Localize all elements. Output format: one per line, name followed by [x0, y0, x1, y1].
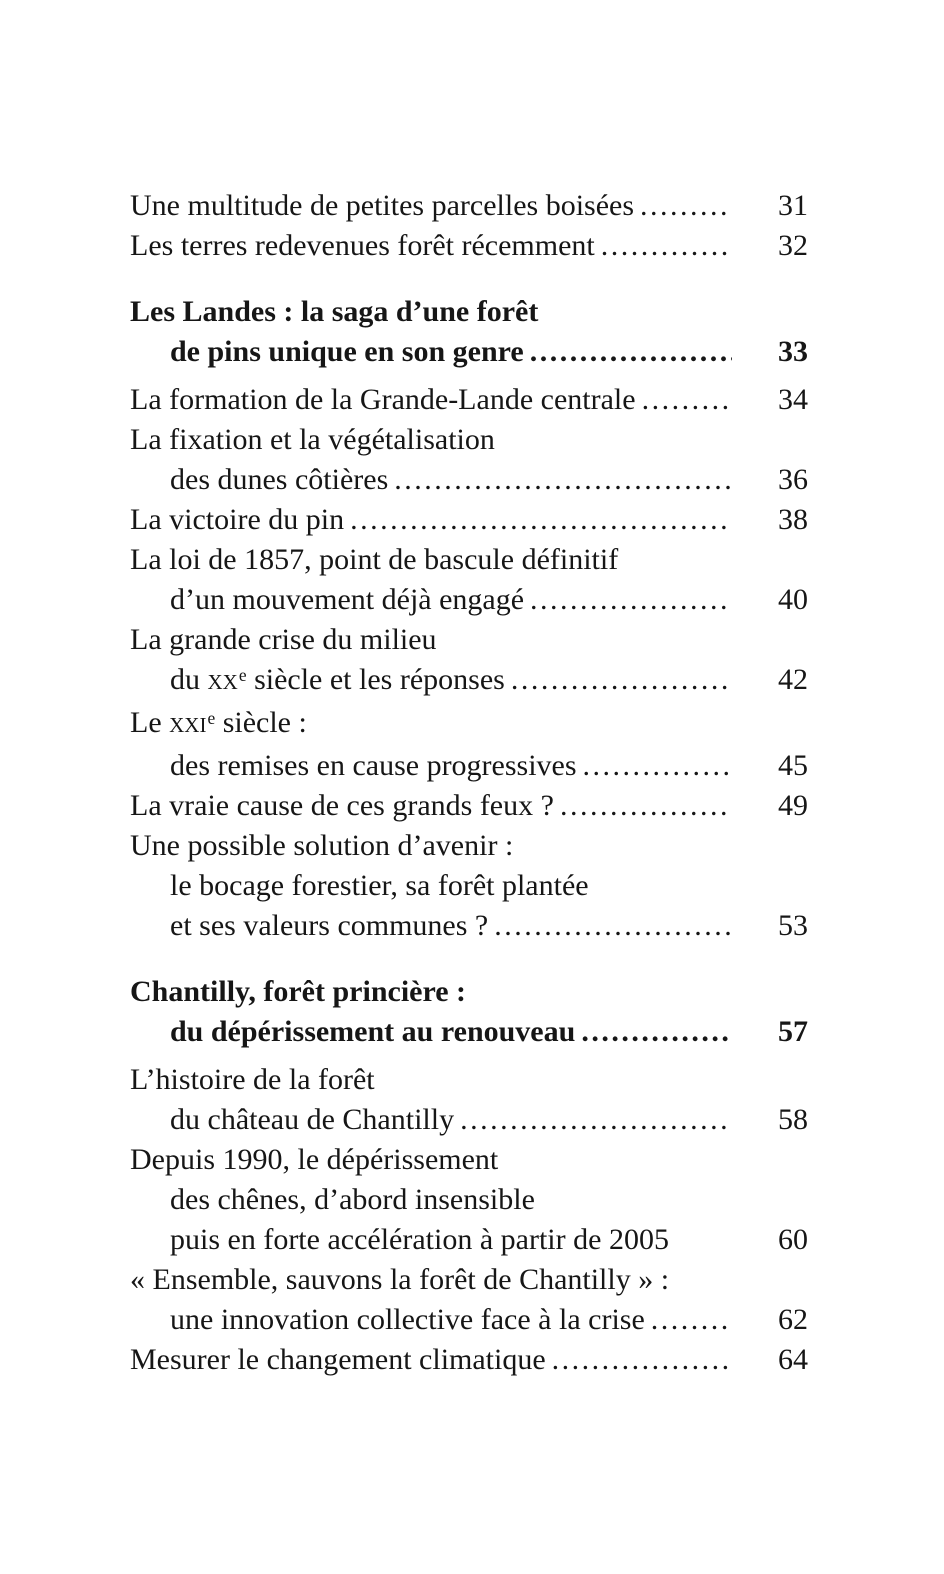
page-number: 42	[778, 663, 808, 696]
text-segment: siècle et les réponses	[246, 663, 505, 696]
page-number: 38	[778, 503, 808, 536]
page-number: 60	[778, 1223, 808, 1256]
toc-entry-text: d’un mouvement déjà engagé	[170, 583, 525, 616]
toc-row	[130, 580, 808, 620]
page-number: 34	[778, 383, 808, 416]
page-number: 31	[778, 189, 808, 222]
toc-row	[130, 380, 808, 420]
toc-row	[130, 906, 808, 946]
toc-row	[130, 1340, 808, 1380]
toc-row	[130, 1140, 808, 1180]
toc-entry-text: L’histoire de la forêt	[130, 1063, 375, 1096]
toc-row	[130, 746, 808, 786]
toc-row	[130, 500, 808, 540]
dot-leader	[583, 746, 732, 786]
page-number: 58	[778, 1103, 808, 1136]
dot-leader	[530, 580, 732, 620]
toc-row	[130, 332, 808, 372]
toc-row	[130, 786, 808, 826]
dot-leader	[494, 906, 732, 946]
toc-row	[130, 1012, 808, 1052]
toc-row	[130, 186, 808, 226]
toc-entry-text: Une possible solution d’avenir :	[130, 829, 514, 862]
toc-row	[130, 1180, 808, 1220]
toc-entry-text: La vraie cause de ces grands feux ?	[130, 789, 554, 822]
toc-entry-text: des dunes côtières	[170, 463, 389, 496]
page-number: 33	[778, 335, 808, 368]
smallcaps-numeral: xxi	[169, 706, 207, 739]
toc-row	[130, 1260, 808, 1300]
smallcaps-numeral: xx	[207, 663, 238, 696]
toc-row	[130, 420, 808, 460]
toc-entry-text: Mesurer le changement climatique	[130, 1343, 546, 1376]
toc-entry-text: La loi de 1857, point de bascule définitif	[130, 543, 619, 576]
dot-leader	[394, 460, 732, 500]
dot-leader	[460, 1100, 732, 1140]
dot-leader	[642, 380, 732, 420]
text-segment: Le	[130, 706, 170, 739]
page-number: 49	[778, 789, 808, 822]
toc-entry-text: des remises en cause progressives	[170, 749, 577, 782]
toc-section-title: Chantilly, forêt princière :	[130, 975, 467, 1008]
toc-entry-text: « Ensemble, sauvons la forêt de Chantilly » :	[130, 1263, 670, 1296]
toc-entry-text: une innovation collective face à la crise	[170, 1303, 645, 1336]
page-number: 40	[778, 583, 808, 616]
ordinal-superscript: e	[238, 664, 247, 685]
page-number: 32	[778, 229, 808, 262]
toc-entry-text: Depuis 1990, le dépérissement	[130, 1143, 499, 1176]
dot-leader	[530, 332, 732, 372]
toc-entry-text: La fixation et la végétalisation	[130, 423, 495, 456]
toc-entry-text: Les terres redevenues forêt récemment	[130, 229, 595, 262]
toc-entry-text	[170, 660, 505, 703]
toc-entry-text: puis en forte accélération à partir de 2005	[170, 1223, 669, 1256]
dot-leader	[350, 500, 732, 540]
toc-entry-text	[130, 703, 307, 746]
dot-leader	[560, 786, 732, 826]
toc-row	[130, 292, 808, 332]
text-segment: siècle :	[215, 706, 307, 739]
toc-section-title: de pins unique en son genre	[170, 335, 524, 368]
ordinal-superscript: e	[207, 707, 216, 728]
dot-leader	[640, 186, 732, 226]
page-number: 53	[778, 909, 808, 942]
page-number: 64	[778, 1343, 808, 1376]
toc-entry-text: du château de Chantilly	[170, 1103, 455, 1136]
toc-row	[130, 1060, 808, 1100]
toc-row	[130, 540, 808, 580]
dot-leader	[601, 226, 732, 266]
toc-row	[130, 660, 808, 703]
page-number: 62	[778, 1303, 808, 1336]
toc-section-title: Les Landes : la saga d’une forêt	[130, 295, 539, 328]
toc-entry-text: Une multitude de petites parcelles boisées	[130, 189, 635, 222]
toc-row	[130, 972, 808, 1012]
page-number: 36	[778, 463, 808, 496]
toc-entry-text: le bocage forestier, sa forêt plantée	[170, 869, 589, 902]
toc-entry-text: et ses valeurs communes ?	[170, 909, 489, 942]
page-number: 45	[778, 749, 808, 782]
dot-leader	[511, 660, 732, 700]
toc-section-title: du dépérissement au renouveau	[170, 1015, 576, 1048]
text-segment: du	[170, 663, 208, 696]
toc-entry-text: La victoire du pin	[130, 503, 345, 536]
toc-entry-text: des chênes, d’abord insensible	[170, 1183, 535, 1216]
toc-row	[130, 1220, 808, 1260]
toc-row	[130, 866, 808, 906]
toc-row	[130, 460, 808, 500]
toc-entry-text: La grande crise du milieu	[130, 623, 437, 656]
toc-row	[130, 826, 808, 866]
toc-row	[130, 620, 808, 660]
page-number: 57	[778, 1015, 808, 1048]
toc-row	[130, 1300, 808, 1340]
toc-entry-text: La formation de la Grande-Lande centrale	[130, 383, 636, 416]
dot-leader	[651, 1300, 732, 1340]
toc-row	[130, 1100, 808, 1140]
toc-row	[130, 703, 808, 746]
dot-leader	[552, 1340, 732, 1380]
toc-row	[130, 226, 808, 266]
dot-leader	[581, 1012, 732, 1052]
